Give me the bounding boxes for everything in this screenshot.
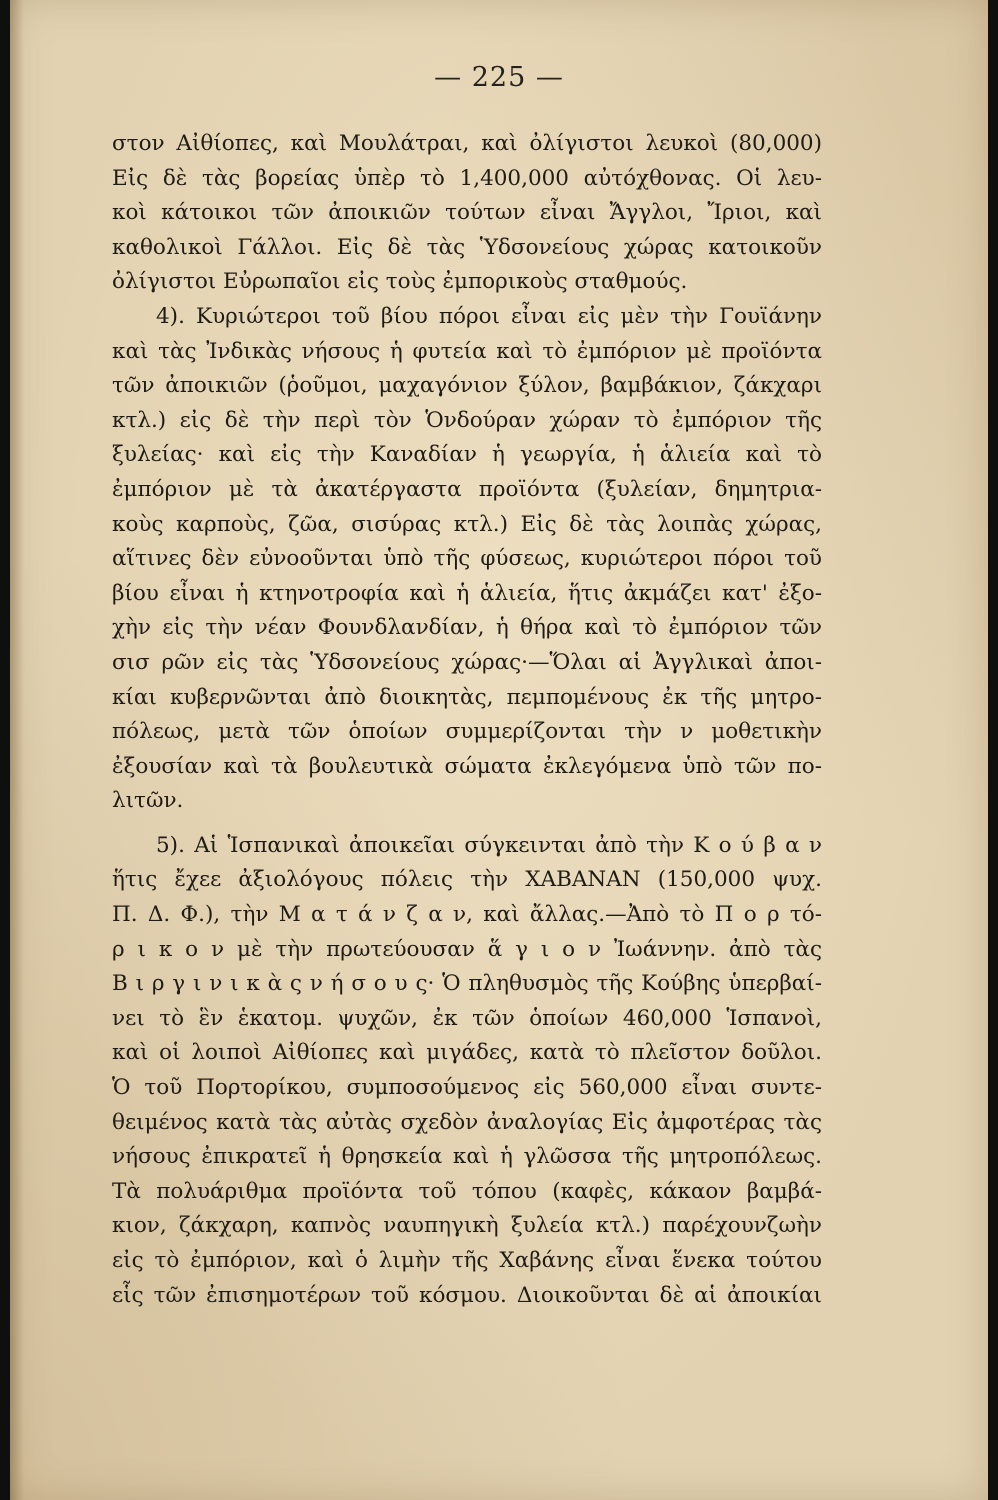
text-line: κοὶ κάτοικοι τῶν ἀποικιῶν τούτων εἶναι Ἄγγλοι, Ἴριοι, καὶ [112,200,822,226]
page-number: — 225 — [434,62,564,93]
text-line: ρ ι κ ο ν μὲ τὴν πρωτεύουσαν ἅ γ ι ο ν Ἰωάννην. ἀπὸ τὰς [112,936,822,962]
text-line: στον Αἰθίοπες, καὶ Μουλάτραι, καὶ ὀλίγιστοι λευκοὶ (80,000) [112,131,822,156]
text-line: ἥτις ἔχεε ἀξιολόγους πόλεις τὴν ΧΑΒΑΝΑΝ (150,000 ψυχ. [112,867,822,893]
text-line: ὀλίγιστοι Εὐρωπαῖοι εἰς τοὺς ἐμπορικοὺς σταθμούς. [112,269,688,295]
text-line: κίαι κυβερνῶνται ἀπὸ διοικητὰς, πεμπομένους ἐκ τῆς μητρο- [112,684,822,710]
text-line: κιον, ζάκχαρη, καπνὸς ναυπηγικὴ ξυλεία κτλ.) παρέχουνζωὴν [112,1213,822,1239]
text-line: ἐμπόριον μὲ τὰ ἀκατέργαστα προϊόντα (ξυλείαν, δημητρια- [112,476,822,502]
text-line: ξυλείας· καὶ εἰς τὴν Καναδίαν ἡ γεωργία, ἡ ἁλιεία καὶ τὸ [112,442,822,468]
text-line: τῶν ἀποικιῶν (ῥοῦμοι, μαχαγόνιον ξύλον, βαμβάκιον, ζάκχαρι [112,373,822,399]
text-line: Π. Δ. Φ.), τὴν Μ α τ ά ν ζ α ν, καὶ ἄλλας.—Ἀπὸ τὸ Π ο ρ τό- [112,902,822,928]
text-line: καθολικοὶ Γάλλοι. Εἰς δὲ τὰς Ὑδσονείους χώρας κατοικοῦν [112,234,822,260]
paragraph-5-start: 5). Αἱ Ἱσπανικαὶ ἀποικεῖαι σύγκεινται ἀπὸ τὴν Κ ο ύ β α ν [156,832,822,858]
text-line: κτλ.) εἰς δὲ τὴν περὶ τὸν Ὁνδούραν χώραν τὸ ἐμπόριον τῆς [112,407,822,433]
text-line: καὶ οἱ λοιποὶ Αἰθίοπες καὶ μιγάδες, κατὰ τὸ πλεῖστον δοῦλοι. [112,1040,822,1066]
page-body-text [112,127,822,1313]
text-line: θειμένος κατὰ τὰς αὐτὰς σχεδὸν ἀναλογίας Εἰς ἀμφοτέρας τὰς [112,1109,822,1135]
text-line: χὴν εἰς τὴν νέαν Φουνδλανδίαν, ἡ θήρα καὶ τὸ ἐμπόριον τῶν [112,615,822,641]
text-line: σισ ρῶν εἰς τὰς Ὑδσονείους χώρας·—Ὅλαι αἱ Ἀγγλικαὶ ἀποι- [112,649,822,675]
text-line: Ὁ τοῦ Πορτορίκου, συμποσούμενος εἰς 560,000 εἶναι συντε- [112,1075,822,1101]
text-line: εἷς τῶν ἐπισημοτέρων τοῦ κόσμου. Διοικοῦνται δὲ αἱ ἀποικίαι [112,1282,822,1308]
text-line: Τὰ πολυάριθμα προϊόντα τοῦ τόπου (καφὲς, κάκαον βαμβά- [112,1178,822,1204]
paragraph-4-start: 4). Κυριώτεροι τοῦ βίου πόροι εἶναι εἰς μὲν τὴν Γουϊάνην [156,303,822,329]
text-line: βίου εἶναι ἡ κτηνοτροφία καὶ ἡ ἁλιεία, ἥτις ἀκμάζει κατ' ἐξο- [112,580,822,606]
text-line: νήσους ἐπικρατεῖ ἡ θρησκεία καὶ ἡ γλῶσσα τῆς μητροπόλεως. [112,1144,822,1170]
book-page [10,0,988,1500]
text-line: λιτῶν. [112,788,184,814]
text-line: εἰς τὸ ἐμπόριον, καὶ ὁ λιμὴν τῆς Χαβάνης εἶναι ἕνεκα τούτου [112,1248,822,1273]
text-line: Β ι ρ γ ι ν ι κ ὰ ς ν ή σ ο υ ς· Ὁ πληθυσμὸς τῆς Κούβης ὑπερβαί- [112,971,822,997]
text-line: Εἰς δὲ τὰς βορείας ὑπὲρ τὸ 1,400,000 αὐτόχθονας. Οἱ λευ- [112,165,822,191]
page-edge-shadow [10,0,24,1500]
text-line: πόλεως, μετὰ τῶν ὁποίων συμμερίζονται τὴν ν μοθετικὴν [112,719,822,745]
text-line: αἵτινες δὲν εὐνοοῦνται ὑπὸ τῆς φύσεως, κυριώτεροι πόροι τοῦ [112,546,822,572]
text-line: νει τὸ ἓν ἑκατομ. ψυχῶν, ἐκ τῶν ὁποίων 460,000 Ἱσπανοὶ, [112,1005,822,1031]
text-line: κοὺς καρποὺς, ζῶα, σισύρας κτλ.) Εἰς δὲ τὰς λοιπὰς χώρας, [112,511,822,537]
text-line: ἐξουσίαν καὶ τὰ βουλευτικὰ σώματα ἐκλεγόμενα ὑπὸ τῶν πο- [112,753,822,779]
text-line: καὶ τὰς Ἰνδικὰς νήσους ἡ φυτεία καὶ τὸ ἐμπόριον μὲ προϊόντα [112,338,822,364]
